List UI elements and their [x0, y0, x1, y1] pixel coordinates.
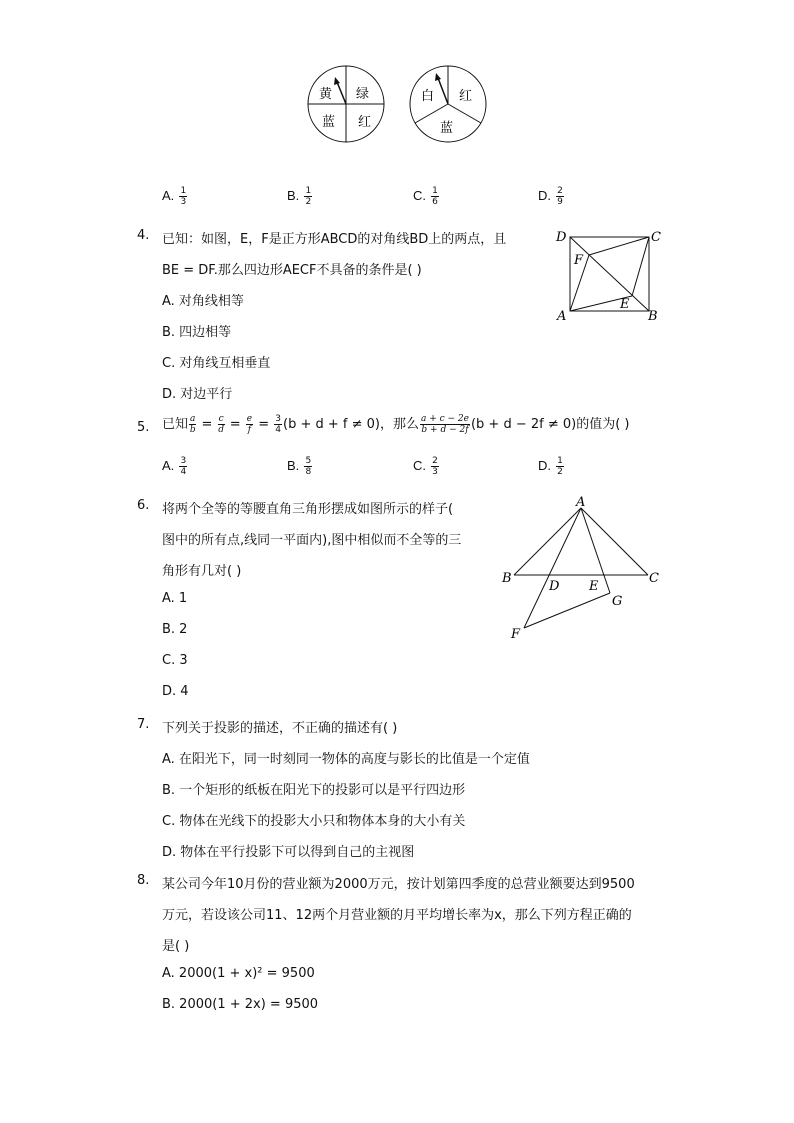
label-d: D [556, 230, 567, 245]
label-c: C [651, 230, 661, 245]
label-a: A [576, 496, 586, 510]
spinner-right-white: 白 [421, 89, 435, 104]
q3-option-d[interactable]: D. $\frac{2}{9}$ [538, 186, 563, 207]
q6-stem-line1: 将两个全等的等腰直角三角形摆成如图所示的样子( [162, 502, 454, 517]
q8-stem-line3: 是( ) [162, 939, 190, 954]
spinner-left-blue: 蓝 [322, 115, 336, 130]
q4-stem-line1: 已知：如图，E，F是正方形ABCD的对角线BD上的两点，且 [162, 232, 507, 247]
q7-option-b[interactable]: B. 一个矩形的纸板在阳光下的投影可以是平行四边形 [162, 783, 466, 798]
label-f: F [574, 253, 584, 268]
q7-stem: 下列关于投影的描述，不正确的描述有( ) [162, 721, 398, 736]
spinner-right-blue: 蓝 [440, 121, 454, 136]
fraction: $\frac{e}{f}$ [246, 414, 253, 435]
fraction: $\frac{1}{6}$ [432, 186, 438, 207]
q4-option-d[interactable]: D. 对边平行 [162, 387, 233, 402]
q6-number: 6. [137, 498, 150, 513]
label-c: C [649, 571, 659, 586]
q5-option-d[interactable]: D. $\frac{1}{2}$ [538, 456, 563, 477]
label-e: E [589, 579, 599, 594]
fraction: $\frac{a + c - 2e}{b + d - 2f}$ [420, 414, 469, 435]
spinner-left-yellow: 黄 [319, 87, 333, 102]
fraction: $\frac{5}{8}$ [305, 456, 312, 477]
label-b: B [502, 571, 512, 586]
q8-stem-line1: 某公司今年10月份的营业额为2000万元，按计划第四季度的总营业额要达到9500 [162, 877, 635, 892]
q5-stem: 已知 $\frac{a}{b}$ = $\frac{c}{d}$ = $\frac{e}{f}$ = $\frac{3}{4}$ (b + d + f ≠ 0)，那么 $\frac{a + c - 2e}{b + d - 2f}$ (b + d − 2f ≠ 0)的值为( ) [162, 414, 630, 435]
q8-option-a[interactable]: A. 2000(1 + x)² = 9500 [162, 966, 315, 981]
q7-option-a[interactable]: A. 在阳光下，同一时刻同一物体的高度与影长的比值是一个定值 [162, 752, 530, 767]
q7-option-c[interactable]: C. 物体在光线下的投影大小只和物体本身的大小有关 [162, 814, 466, 829]
q4-option-c[interactable]: C. 对角线互相垂直 [162, 356, 271, 371]
q4-number: 4. [137, 228, 150, 243]
label-b: B [648, 309, 658, 324]
fraction: $\frac{1}{2}$ [305, 186, 312, 207]
fraction: $\frac{1}{3}$ [180, 186, 187, 207]
q4-option-a[interactable]: A. 对角线相等 [162, 294, 244, 309]
q5-number: 5. [137, 420, 150, 435]
fraction: $\frac{3}{4}$ [180, 456, 187, 477]
q6-option-c[interactable]: C. 3 [162, 653, 188, 668]
q3-option-a[interactable]: A. $\frac{1}{3}$ [162, 186, 187, 207]
q8-stem-line2: 万元，若设该公司11、12两个月营业额的月平均增长率为x，那么下列方程正确的 [162, 908, 632, 923]
fraction: $\frac{2}{9}$ [557, 186, 563, 207]
q8-option-b[interactable]: B. 2000(1 + 2x) = 9500 [162, 997, 319, 1012]
spinner-right [410, 66, 486, 142]
fraction: $\frac{2}{3}$ [432, 456, 438, 477]
q6-stem-line3: 角形有几对( ) [162, 564, 242, 579]
q5-option-c[interactable]: C. $\frac{2}{3}$ [413, 456, 438, 477]
spinner-right-red: 红 [459, 89, 473, 104]
fraction: $\frac{c}{d}$ [218, 414, 224, 435]
q4-stem-line2: BE = DF.那么四边形AECF不具备的条件是( ) [162, 263, 422, 278]
spinner-left-red: 红 [358, 115, 372, 130]
q4-option-b[interactable]: B. 四边相等 [162, 325, 232, 340]
q3-option-c[interactable]: C. $\frac{1}{6}$ [413, 186, 438, 207]
label-f: F [511, 627, 521, 642]
fraction: $\frac{3}{4}$ [275, 414, 282, 435]
q5-option-a[interactable]: A. $\frac{3}{4}$ [162, 456, 187, 477]
label-d: D [549, 579, 560, 594]
q6-option-a[interactable]: A. 1 [162, 591, 188, 606]
label-g: G [612, 594, 623, 609]
fraction: $\frac{1}{2}$ [557, 456, 563, 477]
q7-number: 7. [137, 717, 150, 732]
spinner-figure [300, 60, 500, 150]
fraction: $\frac{a}{b}$ [189, 414, 196, 435]
spinner-left-green: 绿 [356, 87, 370, 102]
q4-square-figure [552, 226, 667, 324]
label-e: E [620, 297, 630, 312]
spinner-left [308, 66, 384, 142]
q5-option-b[interactable]: B. $\frac{5}{8}$ [287, 456, 312, 477]
q6-stem-line2: 图中的所有点,线同一平面内),图中相似而不全等的三 [162, 533, 462, 548]
q6-option-d[interactable]: D. 4 [162, 684, 189, 699]
q3-option-b[interactable]: B. $\frac{1}{2}$ [287, 186, 312, 207]
q6-triangles-figure [498, 496, 668, 644]
label-a: A [557, 309, 567, 324]
q6-option-b[interactable]: B. 2 [162, 622, 188, 637]
q7-option-d[interactable]: D. 物体在平行投影下可以得到自己的主视图 [162, 845, 415, 860]
q8-number: 8. [137, 873, 150, 888]
